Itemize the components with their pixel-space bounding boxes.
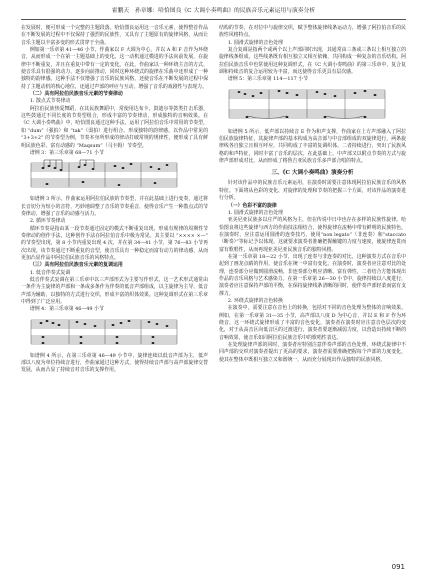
paragraph: 亚美尼亚民族多以庄严的风格为主，但在传说中日中也存在多样的民族性旋律。哈恰图良将这些旋律与西方的作曲技法相结合，使得旋律在流畅中带有鲜明的民族特色。在演奏时，应注意运用圆滑的连奏技巧，使用“non legato”（非连奏）和“staccato（断奏）”等标记予以体现，这就要求演奏者准确把握触键的力度与速度，使旋律连贯而富有歌唱性，从而再现亚美尼亚民族音乐的独特风格。	[219, 217, 406, 253]
subsection-heading: （二）具有阿拉伯民族音乐元素的节奏律动	[29, 91, 123, 98]
paragraph: 阿拉伯民族热爱舞蹈，在其民族舞蹈中，常使用达布卡、鼓迪尔等鼓类打击乐器，这些鼓通过不同长度的节奏型组合，形成丰富的节奏律动，形成独特的音响效果。在《C 大调小奏鸣曲》中，哈恰图良通过这种手法，运用了阿拉伯音乐中常用的节奏型，如 “dum”（强拍）和 “tak”（弱拍）进行组合，形成独特的韵律感。以作品中常见的 “3+3+2” 的节奏型为例，节奏本身所形成的律动打破常规的规律性，便形成了具有鲜明民族色彩、富有动感的 “Maqsum”（马卡姆）节奏型。	[21, 105, 208, 149]
music-score-example-3	[29, 159, 179, 193]
section-heading: 三、《C 大调小奏鸣曲》演奏分析	[271, 170, 354, 177]
paragraph: 如谱例 3 所示，作曲家运用阿拉伯民族的节奏型，并在此基础上进行变奏，通过将长音切分为短小的音符，巧妙地调整了音乐的节奏重音，使得音乐产生一种散点式的节奏律动，增强了音乐的动感与活力。	[21, 196, 208, 217]
paragraph: 如谱例 5 所示，低声部以持续音 E 作为和声支撑，作曲家在上方声部融入了阿拉伯民族旋律特征，其旋律声部的基本构成为高音部与中音部组成的双旋律进行，两条旋律线各自独立且相互呼应，共同构成了丰富的复调织体。二者持续进行，突出了民族风格的和声特征，同时丰富了音乐的层次。在此基础上，中声部又以附点节奏的方式与旋律声部形成对比，从而形成了格鲁吉亚民族音乐多声部合唱的特点。	[219, 128, 406, 165]
figure-caption: 谱例 3：第三乐章第 68—71 小节	[29, 149, 104, 156]
subsubsection-heading: 2. 环绕式旋律的音色转换	[227, 297, 283, 304]
subsubsection-heading: 1. 低音伴奏式复调	[29, 269, 71, 276]
paragraph: 低音伴奏式复调在第三乐章中以三声部形式为主要写作形式，这一艺术形式通常由一条作为主旋律的声部和一条或多条作为伴奏的低音声部组成，以主旋律为主导，低音声部为辅助，以独特的方式进行交织，形成丰富的织体效果。这种复调形式在第三乐章中得到了广泛应用。	[21, 276, 208, 305]
paragraph: 例如第一乐章第 41—46 小节，作曲家以 F 大调为中心，并以 A 和 F 音作为环绕音，从而形成一个在第一主题基础上的变化。这一动机通过模进的手法向前发展，在旋律中不断重复，并且在重复中带有一定的变化。在此，作曲家以一种环绕主音的方式，使音乐具有很强的动力，逐步向前推动，同时这种环绕式的旋律在乐曲中还形成了一种独特的韵律感。这种手法不仅增强了音乐的民族风格，还使音乐在不断发展的过程中保持了主题动机的核心地位，还通过声部的呼应与互动，增强了音乐的戏剧性与表现力。	[21, 47, 208, 90]
paragraph: 在发展时，便可形成一个完整的主题段落。哈恰图良运用这一音乐元素，使得整首作品在不断发展的过程中不仅保持了强烈的民族性，又具有了主题原有的旋律风格，从而让音乐主题以丰富多变的形式贯穿于全曲。	[21, 25, 208, 46]
subsubsection-heading: 1. 散点式节奏律动	[29, 98, 71, 105]
paragraph: 结构的节奏，在对位中与旋律交织，赋予整体旋律线条运动力，增强了阿拉伯音乐的民族性风格特点。	[219, 25, 406, 39]
running-head: 霍鹏天 孙章娜：哈恰图良《C 大调小奏鸣曲》的民族音乐元素运用与演奏分析	[111, 8, 316, 14]
left-column	[21, 25, 208, 375]
subsection-heading: （一）色彩不富的旋律	[227, 202, 277, 209]
music-score-example-5	[227, 86, 387, 126]
figure-caption: 谱例 5：第三乐章第 114—117 小节	[227, 76, 309, 83]
paragraph: 在处理旋律声部的同时，演奏者应特别注意伴奏声部的音色处理，环绕式旋律中不同声部的交织对演奏者提出了更高的要求，演奏者需要准确把握每个声部的力度变化，使其在整体中既相互独立又和谐统一，从而充分展现出作品独特的民族风格。	[219, 342, 406, 363]
subsubsection-heading: 1. 圆滑式旋律的音色处理	[227, 39, 283, 46]
figure-caption: 谱例 4：第三乐章第 46—49 小节	[29, 306, 104, 313]
subsubsection-heading: 1. 圆滑式旋律的音色处理	[227, 209, 283, 216]
paragraph: 针对该作品中的民族音乐元素运用，在演奏时需要注意体现阿拉伯民族音乐的风格特征。下面将从色彩的变化、对旋律的处理和节奏的把握三个方面，对该作品的演奏进行分析。	[219, 180, 406, 202]
page-number: 091	[391, 563, 405, 571]
subsubsection-heading: 2. 循环节奏律动	[29, 218, 66, 225]
paragraph: 循环节奏是指由某一段节奏通过固定的模式不断重复出现，形成有规律的周期性节奏律动的创作手法，这种创作手法在阿拉伯音乐中极为常见。其主要以 “×××× ×—” 的节奏型出现，第 8 小节内重复出现 4 次，并在第 34—41 小节，第 76—83 小节再次出现。该节奏通过不断重复的音型，使音乐具有一种稳定而富有动力的律动感，从而更加凸显作品中阿拉伯民族音乐的风格特点。	[21, 225, 208, 261]
subsection-heading: （三）具有阿拉伯民族音乐元素的复调运用	[29, 262, 123, 269]
right-column	[219, 25, 406, 364]
paragraph: 在第一乐章第 18—22 小节，出现了连奏与非连奏的对比，这种演奏方式在音乐中起到了画龙点睛的作用，使音乐在统一中富有变化。在演奏时，演奏者应注意对比的处理，连奏部分应做到圆滑流畅，非连奏部分则应清晰、富有弹性，二者结合方能体现出作品的音乐风格与艺术感染力。在第一乐章第 26—30 小节中，旋律持续以八度进行，演奏者应注意保持声部的平衡，在保持旋律线条清晰的同时，使伴奏声部轻柔而富有支撑力。	[219, 253, 406, 297]
paragraph: 复合复调是指两个或两个以上声部同时出现，其通常由三条或三条以上相互独立的旋律线条组成，这些线条既有相互独立又相互依赖，共同构成一种复杂的音乐结构。阿拉伯民族音乐中也常使用这种复调形式，在《C 大调小奏鸣曲》的第三乐章中，复合复调和持续音的复合运用较为丰富，而这使得音乐更具有层次感。	[219, 47, 406, 76]
header-rule	[21, 19, 406, 20]
music-score-example-4	[29, 316, 179, 350]
paragraph: 在演奏中，需要注意在音色上的转换，包括对不同的音色处理为整体的音响效果。例如，在第一乐章第 31—35 小节，高声部以八度 D 为中心音，并以 E 和 F 作为环绕音，这一环绕式旋律形成了丰富的音色变化，演奏者在演奏时应注意音色层次的变化，对于从高音区向低音区的过渡进行，演奏者要逐渐减弱力度，以营造出持续不断的音响效果，使音乐如同阿拉伯民族音乐中的歌唱性表达。	[219, 305, 406, 341]
paragraph: 如谱例 4 所示，在第三乐章第 46—49 小节中，旋律连续以低音声部为主，低声部以八度为单位持续音进行，作曲家通过这种方式，使得持续音声部与高声部旋律交替发展，从而凸显了持续音对音乐的支撑作用。	[21, 352, 208, 374]
